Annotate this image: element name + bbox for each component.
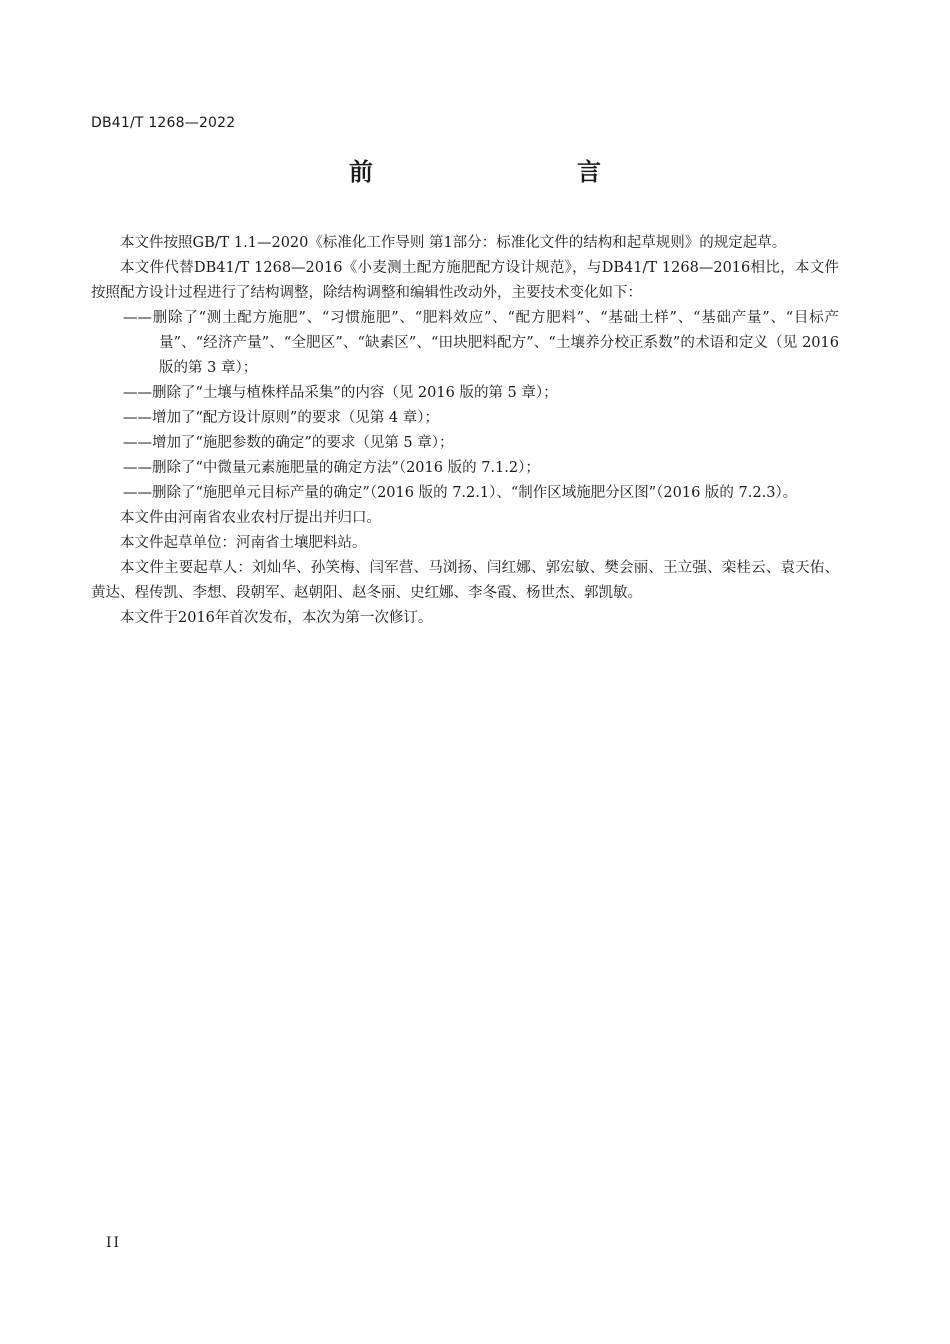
paragraph-replacement: 本文件代替DB41/T 1268—2016《小麦测土配方施肥配方设计规范》，与DB41/T 1268—2016相比，本文件按照配方设计过程进行了结构调整，除结构调整和编辑性改动外，主要技术变化如下： [91, 260, 839, 301]
paragraph-revision-history: 本文件于2016年首次发布，本次为第一次修订。 [120, 610, 433, 626]
change-item: ——增加了“施肥参数的确定”的要求（见第 5 章）； [123, 435, 454, 451]
change-item: ——删除了“中微量元素施肥量的确定方法”（2016 版的 7.1.2）； [123, 460, 540, 476]
document-code: DB41/T 1268—2022 [91, 115, 236, 131]
paragraph-drafters: 本文件主要起草人：刘灿华、孙笑梅、闫军营、马浏扬、闫红娜、郭宏敏、樊会丽、王立强、栾桂云、袁天佑、黄达、程传凯、李想、段朝军、赵朝阳、赵冬丽、史红娜、李冬霞、杨世杰、郭凯敏。 [91, 560, 839, 601]
change-item: ——增加了“配方设计原则”的要求（见第 4 章）； [123, 410, 440, 426]
foreword-body [91, 231, 839, 631]
paragraph-proposer: 本文件由河南省农业农村厅提出并归口。 [120, 510, 381, 526]
paragraph-drafting-unit: 本文件起草单位：河南省土壤肥料站。 [120, 535, 367, 551]
change-item: ——删除了“施肥单元目标产量的确定”（2016 版的 7.2.1）、“制作区域施肥分区图”（2016 版的 7.2.3）。 [123, 485, 798, 501]
page-title: 前 言 [349, 158, 653, 186]
paragraph-drafting-rules: 本文件按照GB/T 1.1—2020《标准化工作导则 第1部分：标准化文件的结构和起草规则》的规定起草。 [120, 235, 787, 251]
page-number: II [106, 1235, 122, 1251]
change-item: ——删除了“测土配方施肥”、“习惯施肥”、“肥料效应”、“配方肥料”、“基础土样”、“基础产量”、“目标产量”、“经济产量”、“全肥区”、“缺素区”、“田块肥料配方”、“土壤养分校正系数”的术语和定义（见 2016 版的第 3 章）； [123, 310, 839, 376]
change-item: ——删除了“土壤与植株样品采集”的内容（见 2016 版的第 5 章）； [123, 385, 558, 401]
